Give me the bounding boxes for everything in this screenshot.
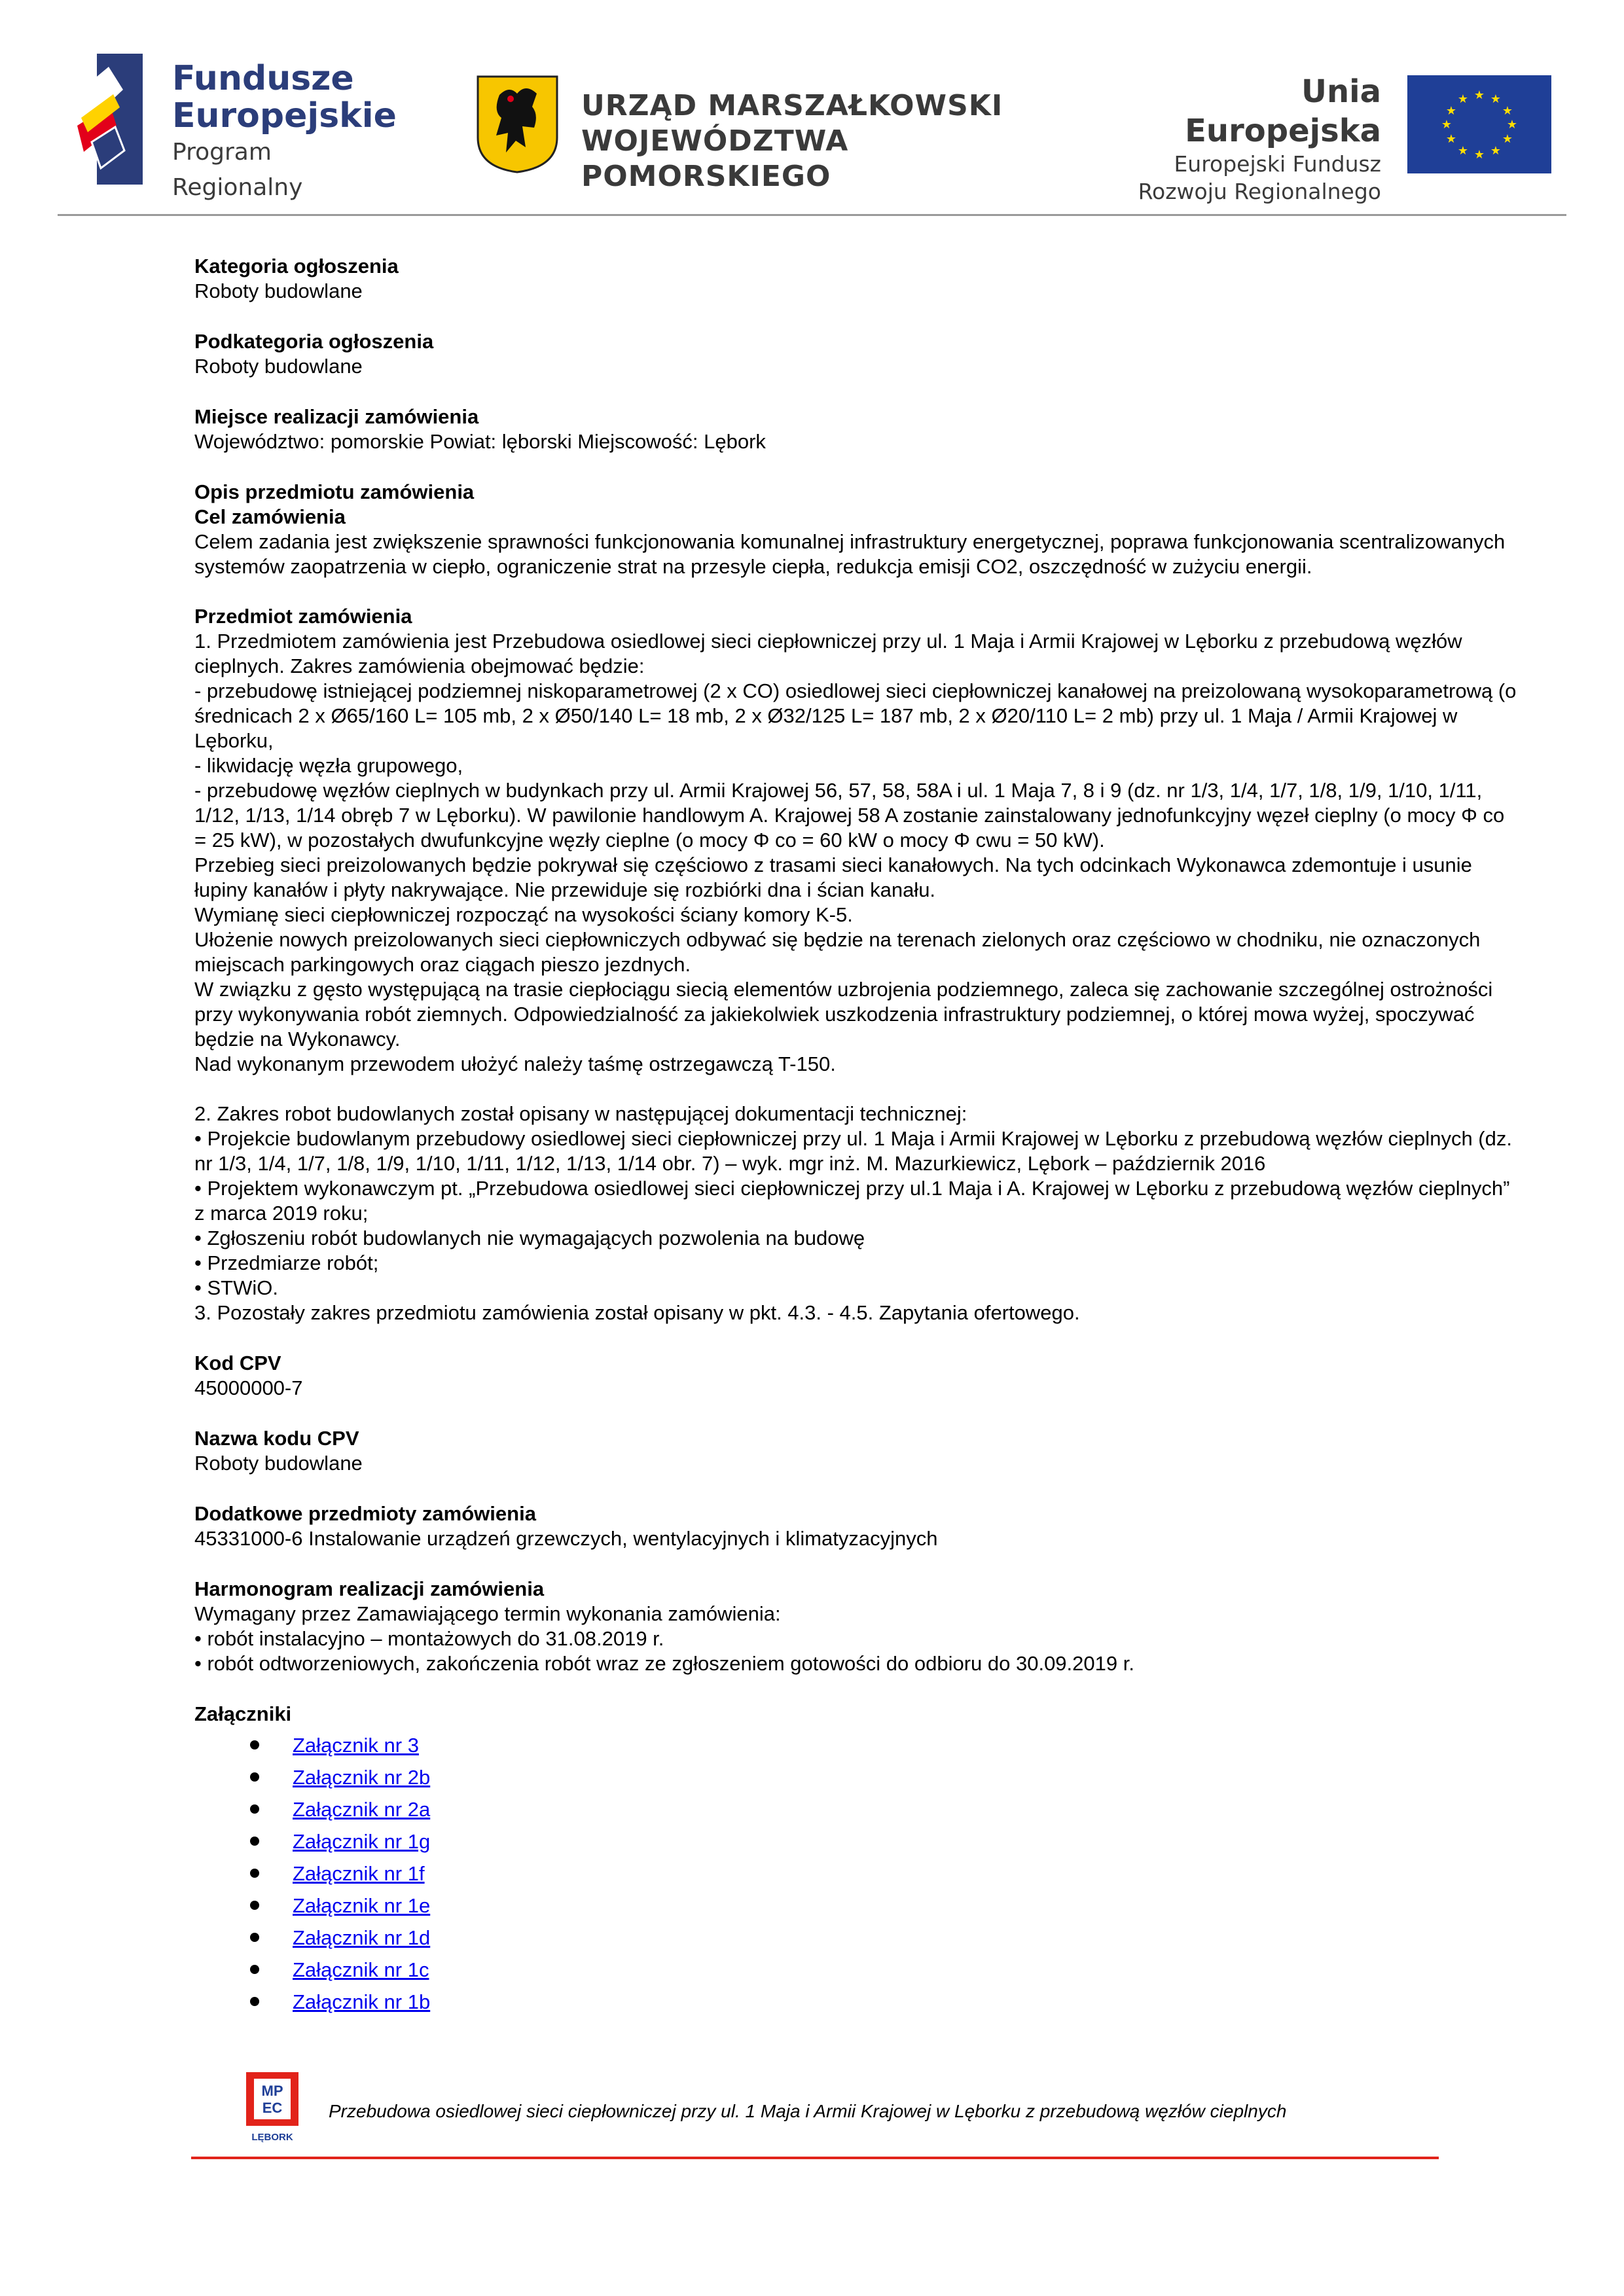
section-podkategoria	[194, 329, 1517, 379]
pomorskie-crest-icon	[477, 75, 558, 173]
section-cpv	[194, 1351, 1517, 1401]
attachment-link-2a[interactable]: Załącznik nr 2a	[293, 1798, 431, 1821]
bullet-icon	[250, 1804, 259, 1814]
svg-text:★: ★	[1502, 104, 1513, 118]
ue-line-3: Rozwoju Regionalnego	[1138, 179, 1381, 204]
przedmiot-line: W związku z gęsto występującą na trasie ciepłociągu siecią elementów uzbrojenia podziemnego, zaleca się zachowanie szczególnej ostrożności przy wykonywania robót ziemnych. Odpowiedzialność za jakiekolwiek uszkodzenia infrastruktury podziemnej, o której mowa wyżej, spoczywać będzie na Wykonawcy.	[194, 978, 1493, 1050]
attachment-item	[194, 1729, 1517, 1761]
svg-text:★: ★	[1473, 88, 1485, 102]
zakres-line: • Projekcie budowlanym przebudowy osiedlowej sieci ciepłowniczej przy ul. 1 Maja i Armii Krajowej w Lęborku z przebudową węzłów cieplnych (dz. nr 1/3, 1/4, 1/7, 1/8, 1/9, 1/10, 1/11, 1/12, 1/13, 1/14 obr. 7) – wyk. mgr inż. M. Mazurkiewicz, Lębork – październik 2016	[194, 1127, 1512, 1175]
section-zalaczniki	[194, 1702, 1517, 2018]
przedmiot-line: - likwidację węzła grupowego,	[194, 754, 463, 777]
attachment-link-1g[interactable]: Załącznik nr 1g	[293, 1830, 431, 1853]
attachment-item	[194, 1954, 1517, 1986]
cel-heading: Cel zamówienia	[194, 505, 346, 528]
mpec-logo-city: LĘBORK	[251, 2132, 293, 2143]
cel-text: Celem zadania jest zwiększenie sprawności funkcjonowania komunalnej infrastruktury energetycznej, poprawa funkcjonowania scentralizowanych systemów zaopatrzenia w ciepło, ograniczenie strat na przesyle ciepła, redukcja emisji CO2, oszczędność w zużyciu energii.	[194, 530, 1506, 578]
page-header	[0, 0, 1624, 216]
bullet-icon	[250, 1740, 259, 1749]
attachment-link-1d[interactable]: Załącznik nr 1d	[293, 1926, 431, 1949]
ue-line-2: Europejski Fundusz	[1174, 151, 1381, 177]
zalaczniki-heading: Załączniki	[194, 1702, 292, 1725]
harmonogram-heading: Harmonogram realizacji zamówienia	[194, 1577, 545, 1600]
podkategoria-heading: Podkategoria ogłoszenia	[194, 330, 434, 353]
eu-flag-icon	[1407, 75, 1551, 173]
zakres-line: • STWiO.	[194, 1276, 278, 1299]
section-harmonogram	[194, 1577, 1517, 1676]
zakres-line: • Projektem wykonawczym pt. „Przebudowa osiedlowej sieci ciepłowniczej przy ul.1 Maja i A. Krajowej w Lęborku z przebudową węzłów cieplnych” z marca 2019 roku;	[194, 1177, 1510, 1225]
przedmiot-line: 1. Przedmiotem zamówienia jest Przebudowa osiedlowej sieci ciepłowniczej przy ul. 1 Maja i Armii Krajowej w Lęborku z przebudową węzłów cieplnych. Zakres zamówienia obejmować będzie:	[194, 630, 1462, 677]
przedmiot-line: - przebudowę węzłów cieplnych w budynkach przy ul. Armii Krajowej 56, 57, 58, 58A i ul. 1 Maja 7, 8 i 9 (dz. nr 1/3, 1/4, 1/7, 1/8, 1/9, 1/10, 1/11, 1/12, 1/13, 1/14 obręb 7 w Lęborku). W pawilonie handlowym A. Krajowej 58 A zostanie zainstalowany jednofunkcyjny węzeł cieplny (o mocy Φ co = 25 kW), w pozostałych dwufunkcyjne węzły cieplne (o mocy Φ co = 60 kW o mocy Φ cwu = 50 kW).	[194, 779, 1505, 852]
zakres-line: • Zgłoszeniu robót budowlanych nie wymagających pozwolenia na budowę	[194, 1227, 865, 1249]
nazwa-cpv-heading: Nazwa kodu CPV	[194, 1427, 359, 1450]
przedmiot-heading: Przedmiot zamówienia	[194, 605, 412, 628]
attachments-list	[194, 1729, 1517, 2018]
attachment-item	[194, 1761, 1517, 1793]
podkategoria-value: Roboty budowlane	[194, 355, 363, 378]
cpv-value: 45000000-7	[194, 1376, 303, 1399]
announcement-body	[194, 254, 1517, 2043]
header-divider	[58, 214, 1566, 216]
svg-text:★: ★	[1490, 92, 1502, 106]
przedmiot-line: - przebudowę istniejącej podziemnej niskoparametrowej (2 x CO) osiedlowej sieci ciepłowniczej kanałowej na preizolowaną wysokoparametrową (o średnicach 2 x Ø65/160 L= 105 mb, 2 x Ø50/140 L= 18 mb, 2 x Ø32/125 L= 187 mb, 2 x Ø20/110 L= 2 mb) przy ul. 1 Maja / Armii Krajowej w Lęborku,	[194, 679, 1517, 752]
section-dodatkowe	[194, 1501, 1517, 1551]
svg-text:★: ★	[1506, 118, 1518, 132]
zakres-line: • Przedmiarze robót;	[194, 1251, 379, 1274]
unia-europejska-logo	[1113, 72, 1571, 204]
svg-text:★: ★	[1490, 144, 1502, 158]
fe-line-1: Fundusze	[172, 59, 354, 98]
attachment-link-3[interactable]: Załącznik nr 3	[293, 1734, 419, 1757]
um-line-1: URZĄD MARSZAŁKOWSKI	[581, 89, 1003, 122]
fe-line-3: Program Regionalny	[172, 139, 303, 201]
footer-divider	[191, 2157, 1439, 2159]
mpec-logo-top: MP	[261, 2083, 283, 2099]
dodatkowe-heading: Dodatkowe przedmioty zamówienia	[194, 1502, 536, 1525]
attachment-item	[194, 1825, 1517, 1857]
przedmiot-line: Przebieg sieci preizolowanych będzie pokrywał się częściowo z trasami sieci kanałowych. Na tych odcinkach Wykonawca zdemontuje i usunie łupiny kanałów i płyty nakrywające. Nie przewiduje się rozbiórki dna i ścian kanału.	[194, 853, 1472, 901]
mpec-lebork-logo	[242, 2067, 308, 2145]
um-line-2: WOJEWÓDZTWA POMORSKIEGO	[581, 124, 849, 193]
attachment-item	[194, 1890, 1517, 1922]
bullet-icon	[250, 1997, 259, 2006]
nazwa-cpv-value: Roboty budowlane	[194, 1452, 363, 1475]
fe-line-2: Europejskie	[172, 96, 397, 135]
attachment-link-1b[interactable]: Załącznik nr 1b	[293, 1990, 431, 2013]
attachment-item	[194, 1857, 1517, 1890]
bullet-icon	[250, 1772, 259, 1782]
fundusze-europejskie-logo	[77, 54, 397, 201]
attachment-item	[194, 1793, 1517, 1825]
bullet-icon	[250, 1869, 259, 1878]
svg-text:★: ★	[1441, 118, 1453, 132]
section-miejsce	[194, 404, 1517, 454]
harmonogram-line: • robót odtworzeniowych, zakończenia robót wraz ze zgłoszeniem gotowości do odbioru do 30.09.2019 r.	[194, 1652, 1134, 1675]
przedmiot-line: Wymianę sieci ciepłowniczej rozpocząć na wysokości ściany komory K-5.	[194, 903, 853, 926]
section-nazwa-cpv	[194, 1426, 1517, 1476]
section-opis	[194, 480, 1517, 1325]
bullet-icon	[250, 1933, 259, 1942]
harmonogram-line: • robót instalacyjno – montażowych do 31.08.2019 r.	[194, 1627, 664, 1650]
footer-project-title: Przebudowa osiedlowej sieci ciepłowniczej przy ul. 1 Maja i Armii Krajowej w Lęborku z przebudową węzłów cieplnych	[329, 2101, 1287, 2121]
urzad-marszalkowski-logo	[477, 75, 1033, 193]
zakres-line: 2. Zakres robot budowlanych został opisany w następującej dokumentacji technicznej:	[194, 1102, 967, 1125]
kategoria-value: Roboty budowlane	[194, 279, 363, 302]
dodatkowe-value: 45331000-6 Instalowanie urządzeń grzewczych, wentylacyjnych i klimatyzacyjnych	[194, 1527, 938, 1550]
attachment-link-1c[interactable]: Załącznik nr 1c	[293, 1958, 429, 1981]
attachment-link-1e[interactable]: Załącznik nr 1e	[293, 1894, 431, 1917]
fe-flag-icon	[77, 54, 143, 185]
przedmiot-line: Ułożenie nowych preizolowanych sieci ciepłowniczych odbywać się będzie na terenach zielonych oraz częściowo w chodniku, nie oznaczonych miejscach parkingowych oraz ciągach pieszo jezdnych.	[194, 928, 1481, 976]
attachment-link-1f[interactable]: Załącznik nr 1f	[293, 1862, 425, 1885]
kategoria-heading: Kategoria ogłoszenia	[194, 255, 399, 278]
miejsce-heading: Miejsce realizacji zamówienia	[194, 405, 479, 428]
svg-text:★: ★	[1502, 132, 1513, 146]
przedmiot-line: Nad wykonanym przewodem ułożyć należy taśmę ostrzegawczą T-150.	[194, 1052, 836, 1075]
page-footer	[190, 2067, 1440, 2159]
svg-text:★: ★	[1457, 144, 1469, 158]
bullet-icon	[250, 1901, 259, 1910]
svg-text:★: ★	[1445, 104, 1457, 118]
opis-heading: Opis przedmiotu zamówienia	[194, 480, 475, 503]
bullet-icon	[250, 1837, 259, 1846]
zakres-line: 3. Pozostały zakres przedmiotu zamówienia został opisany w pkt. 4.3. - 4.5. Zapytania ofertowego.	[194, 1301, 1080, 1324]
ue-line-1: Unia Europejska	[1185, 73, 1381, 149]
attachment-item	[194, 1986, 1517, 2018]
miejsce-value: Województwo: pomorskie Powiat: lęborski Miejscowość: Lębork	[194, 430, 766, 453]
svg-text:★: ★	[1473, 148, 1485, 162]
mpec-logo-icon	[242, 2067, 308, 2145]
cpv-heading: Kod CPV	[194, 1352, 281, 1374]
harmonogram-line: Wymagany przez Zamawiającego termin wykonania zamówienia:	[194, 1602, 781, 1625]
mpec-logo-mid: EC	[262, 2100, 283, 2116]
section-kategoria	[194, 254, 1517, 304]
attachment-link-2b[interactable]: Załącznik nr 2b	[293, 1766, 431, 1789]
bullet-icon	[250, 1965, 259, 1974]
attachment-item	[194, 1922, 1517, 1954]
svg-text:★: ★	[1445, 132, 1457, 146]
svg-text:★: ★	[1457, 92, 1469, 106]
